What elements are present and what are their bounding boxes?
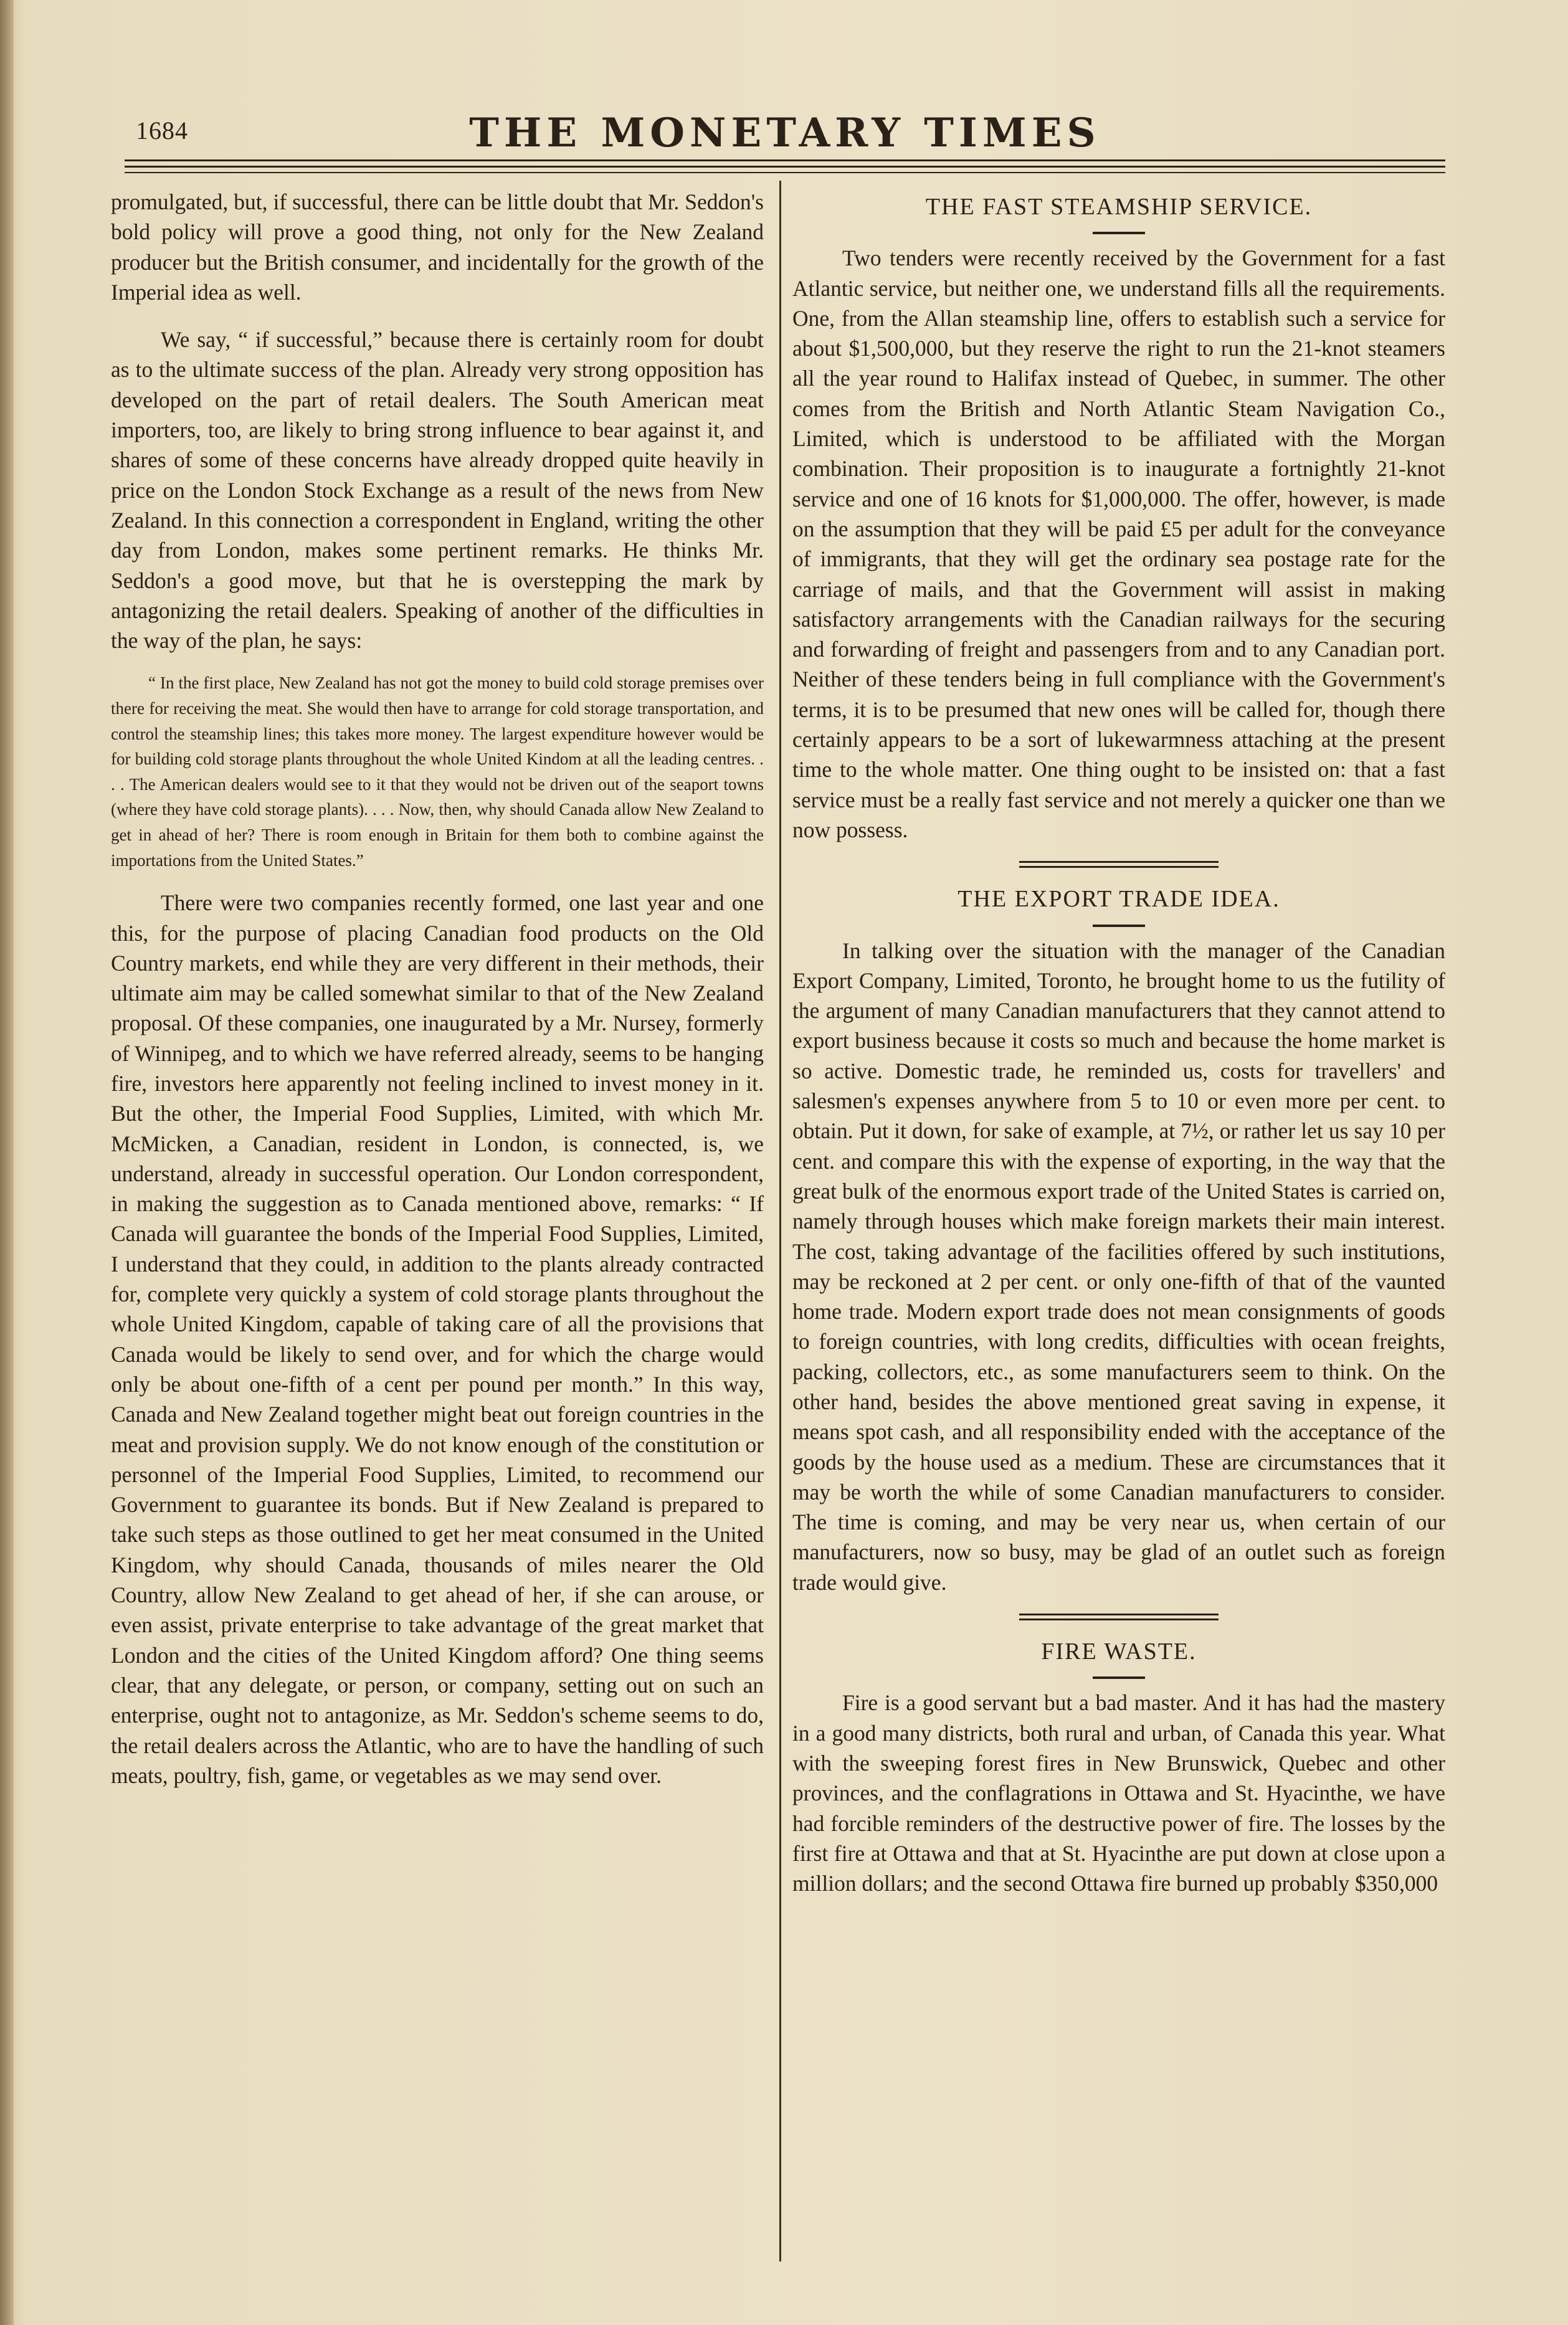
masthead-title: THE MONETARY TIMES [469,110,1101,156]
article-paragraph: promulgated, but, if successful, there can be little doubt that Mr. Seddon's bold policy will prove a good thing, not only for the New Zealand producer but the British consumer, and incidentally for the growth of the Imperial idea as well. [111,189,764,305]
section-divider [1019,861,1219,868]
article-paragraph: In talking over the situation with the manager of the Canadian Export Company, Limited, Toronto, he brought home to us the futility of the argument of many Canadian manufacturers that they cannot attend to export business because it costs so much and because the home market is so active. Domestic trade, he reminded us, costs for travellers' and salesmen's expenses anywhere from 5 to 10 or even more per cent. to obtain. Put it down, for sake of example, at 7½, or rather let us say 10 per cent. and compare this with the expense of exporting, in the way that the great bulk of the enormous export trade of the United States is carried on, namely through houses which make foreign markets their main interest. The cost, taking advantage of the facilities offered by such institutions, may be reckoned at 2 per cent. or only one-fifth of that of the vaunted home trade. Modern export trade does not mean consignments of goods to foreign countries, with long credits, difficulties with ocean freights, packing, collectors, etc., as some manufacturers seem to think. On the other hand, besides the above mentioned great saving in expense, it means spot cash, and all responsibility ended with the acceptance of the goods by the house used as a medium. These are circumstances that it may be worth the while of some Canadian manufacturers to consider. The time is coming, and may be very near us, when certain of our manufacturers, now so busy, may be glad of an outlet such as foreign trade would give. [792,938,1445,1595]
right-column [792,187,1445,1898]
page-number: 1684 [136,116,188,145]
section-heading: FIRE WASTE. [1041,1638,1197,1665]
header-rule [125,172,1445,173]
article-paragraph: There were two companies recently formed, one last year and one this, for the purpose of placing Canadian food products on the Old Country markets, end while they are very different in their methods, their ultimate aim may be called somewhat similar to that of the New Zealand proposal. Of these companies, one inaugurated by a Mr. Nursey, formerly of Winnipeg, and to which we have referred already, seems to be hanging fire, investors here apparently not feeling inclined to invest money in it. But the other, the Imperial Food Supplies, Limited, with which Mr. McMicken, a Canadian, resident in London, is connected, is, we understand, already in successful operation. Our London correspondent, in making the suggestion as to Canada mentioned above, remarks: “ If Canada will guarantee the bonds of the Imperial Food Supplies, Limited, I understand that they could, in addition to the plants already contracted for, complete very quickly a system of cold storage plants throughout the whole United Kingdom, capable of taking care of all the provisions that Canada would be likely to send over, and for which the charge would only be about one-fifth of a cent per pound per month.” In this way, Canada and New Zealand together might beat out foreign countries in the meat and provision supply. We do not know enough of the constitution or personnel of the Imperial Food Supplies, Limited, to recommend our Government to guarantee its bonds. But if New Zealand is prepared to take such steps as those outlined to get her meat consumed in the United Kingdom, why should Canada, thousands of miles nearer the Old Country, allow New Zealand to get ahead of her, if she can arouse, or even assist, private enterprise to take advantage of the great market that London and the cities of the United Kingdom afford? One thing seems clear, that any delegate, or person, or company, setting out on such an enterprise, ought not to antagonize, as Mr. Seddon's scheme seems to do, the retail dealers across the Atlantic, who are to have the handling of such meats, poultry, fish, game, or vegetables as we may send over. [111,890,764,1788]
quote-text: “ In the first place, New Zealand has not got the money to build cold storage premises over there for receiving the meat. She would then have to arrange for cold storage transportation, and control the steamship lines; this takes more money. The largest expenditure however would be for building cold storage plants throughout the whole United Kindom at all the leading centres. . . . The American dealers would see to it that they would not be driven out of the seaport towns (where they have cold storage plants). . . . Now, then, why should Canada allow New Zealand to get in ahead of her? There is room enough in Britain for them both to combine against the importations from the United States.” [111,673,764,870]
header-rule [125,159,1445,161]
heading-rule [1093,925,1145,927]
heading-rule [1093,1676,1145,1679]
heading-rule [1093,232,1145,234]
column-divider [779,181,781,2261]
binding-gutter [0,0,14,2325]
section-heading: THE EXPORT TRADE IDEA. [957,886,1280,913]
article-paragraph: We say, “ if successful,” because there is certainly room for doubt as to the ultimate success of the plan. Already very strong opposition has developed on the part of retail dealers. The South American meat importers, too, are likely to bring strong influence to bear against it, and shares of some of these concerns have already dropped quite heavily in price on the London Stock Exchange as a result of the news from New Zealand. In this connection a correspondent in England, writing the other day from London, makes some pertinent remarks. He thinks Mr. Seddon's a good move, but that he is overstepping the mark by antagonizing the retail dealers. Speaking of another of the difficulties in the way of the plan, he says: [111,327,764,654]
section-divider [1019,1614,1219,1620]
article-paragraph: Fire is a good servant but a bad master. And it has had the mastery in a good many districts, both rural and urban, of Canada this year. What with the sweeping forest fires in New Brunswick, Quebec and other provinces, and the conflagrations in Ottawa and St. Hyacinthe, we have had forcible reminders of the destructive power of fire. The losses by the first fire at Ottawa and that at St. Hyacinthe are put down at close upon a million dollars; and the second Ottawa fire burned up probably $350,000 [792,1690,1445,1896]
left-column [111,187,764,1790]
block-quote [111,670,764,873]
section-heading: THE FAST STEAMSHIP SERVICE. [925,194,1313,220]
header-rule [125,166,1445,168]
article-paragraph: Two tenders were recently received by the Government for a fast Atlantic service, but neither one, we understand fills all the requirements. One, from the Allan steamship line, offers to establish such a service for about $1,500,000, but they reserve the right to run the 21-knot steamers all the year round to Halifax instead of Quebec, in summer. The other comes from the British and North Atlantic Steam Navigation Co., Limited, which is understood to be affiliated with the Morgan combination. Their proposition is to inaugurate a fortnightly 21-knot service and one of 16 knots for $1,000,000. The offer, however, is made on the assumption that they will be paid £5 per adult for the conveyance of immigrants, that they will get the ordinary sea postage rate for the carriage of mails, and that the Government will assist in making satisfactory arrangements with the Canadian railways for the securing and forwarding of freight and passengers from and to any Canadian port. Neither of these tenders being in full compliance with the Government's terms, it is to be presumed that new ones will be called for, though there certainly appears to be a sort of lukewarmness attaching at the present time to the whole matter. One thing ought to be insisted on: that a fast service must be a really fast service and not merely a quicker one than we now possess. [792,245,1445,842]
